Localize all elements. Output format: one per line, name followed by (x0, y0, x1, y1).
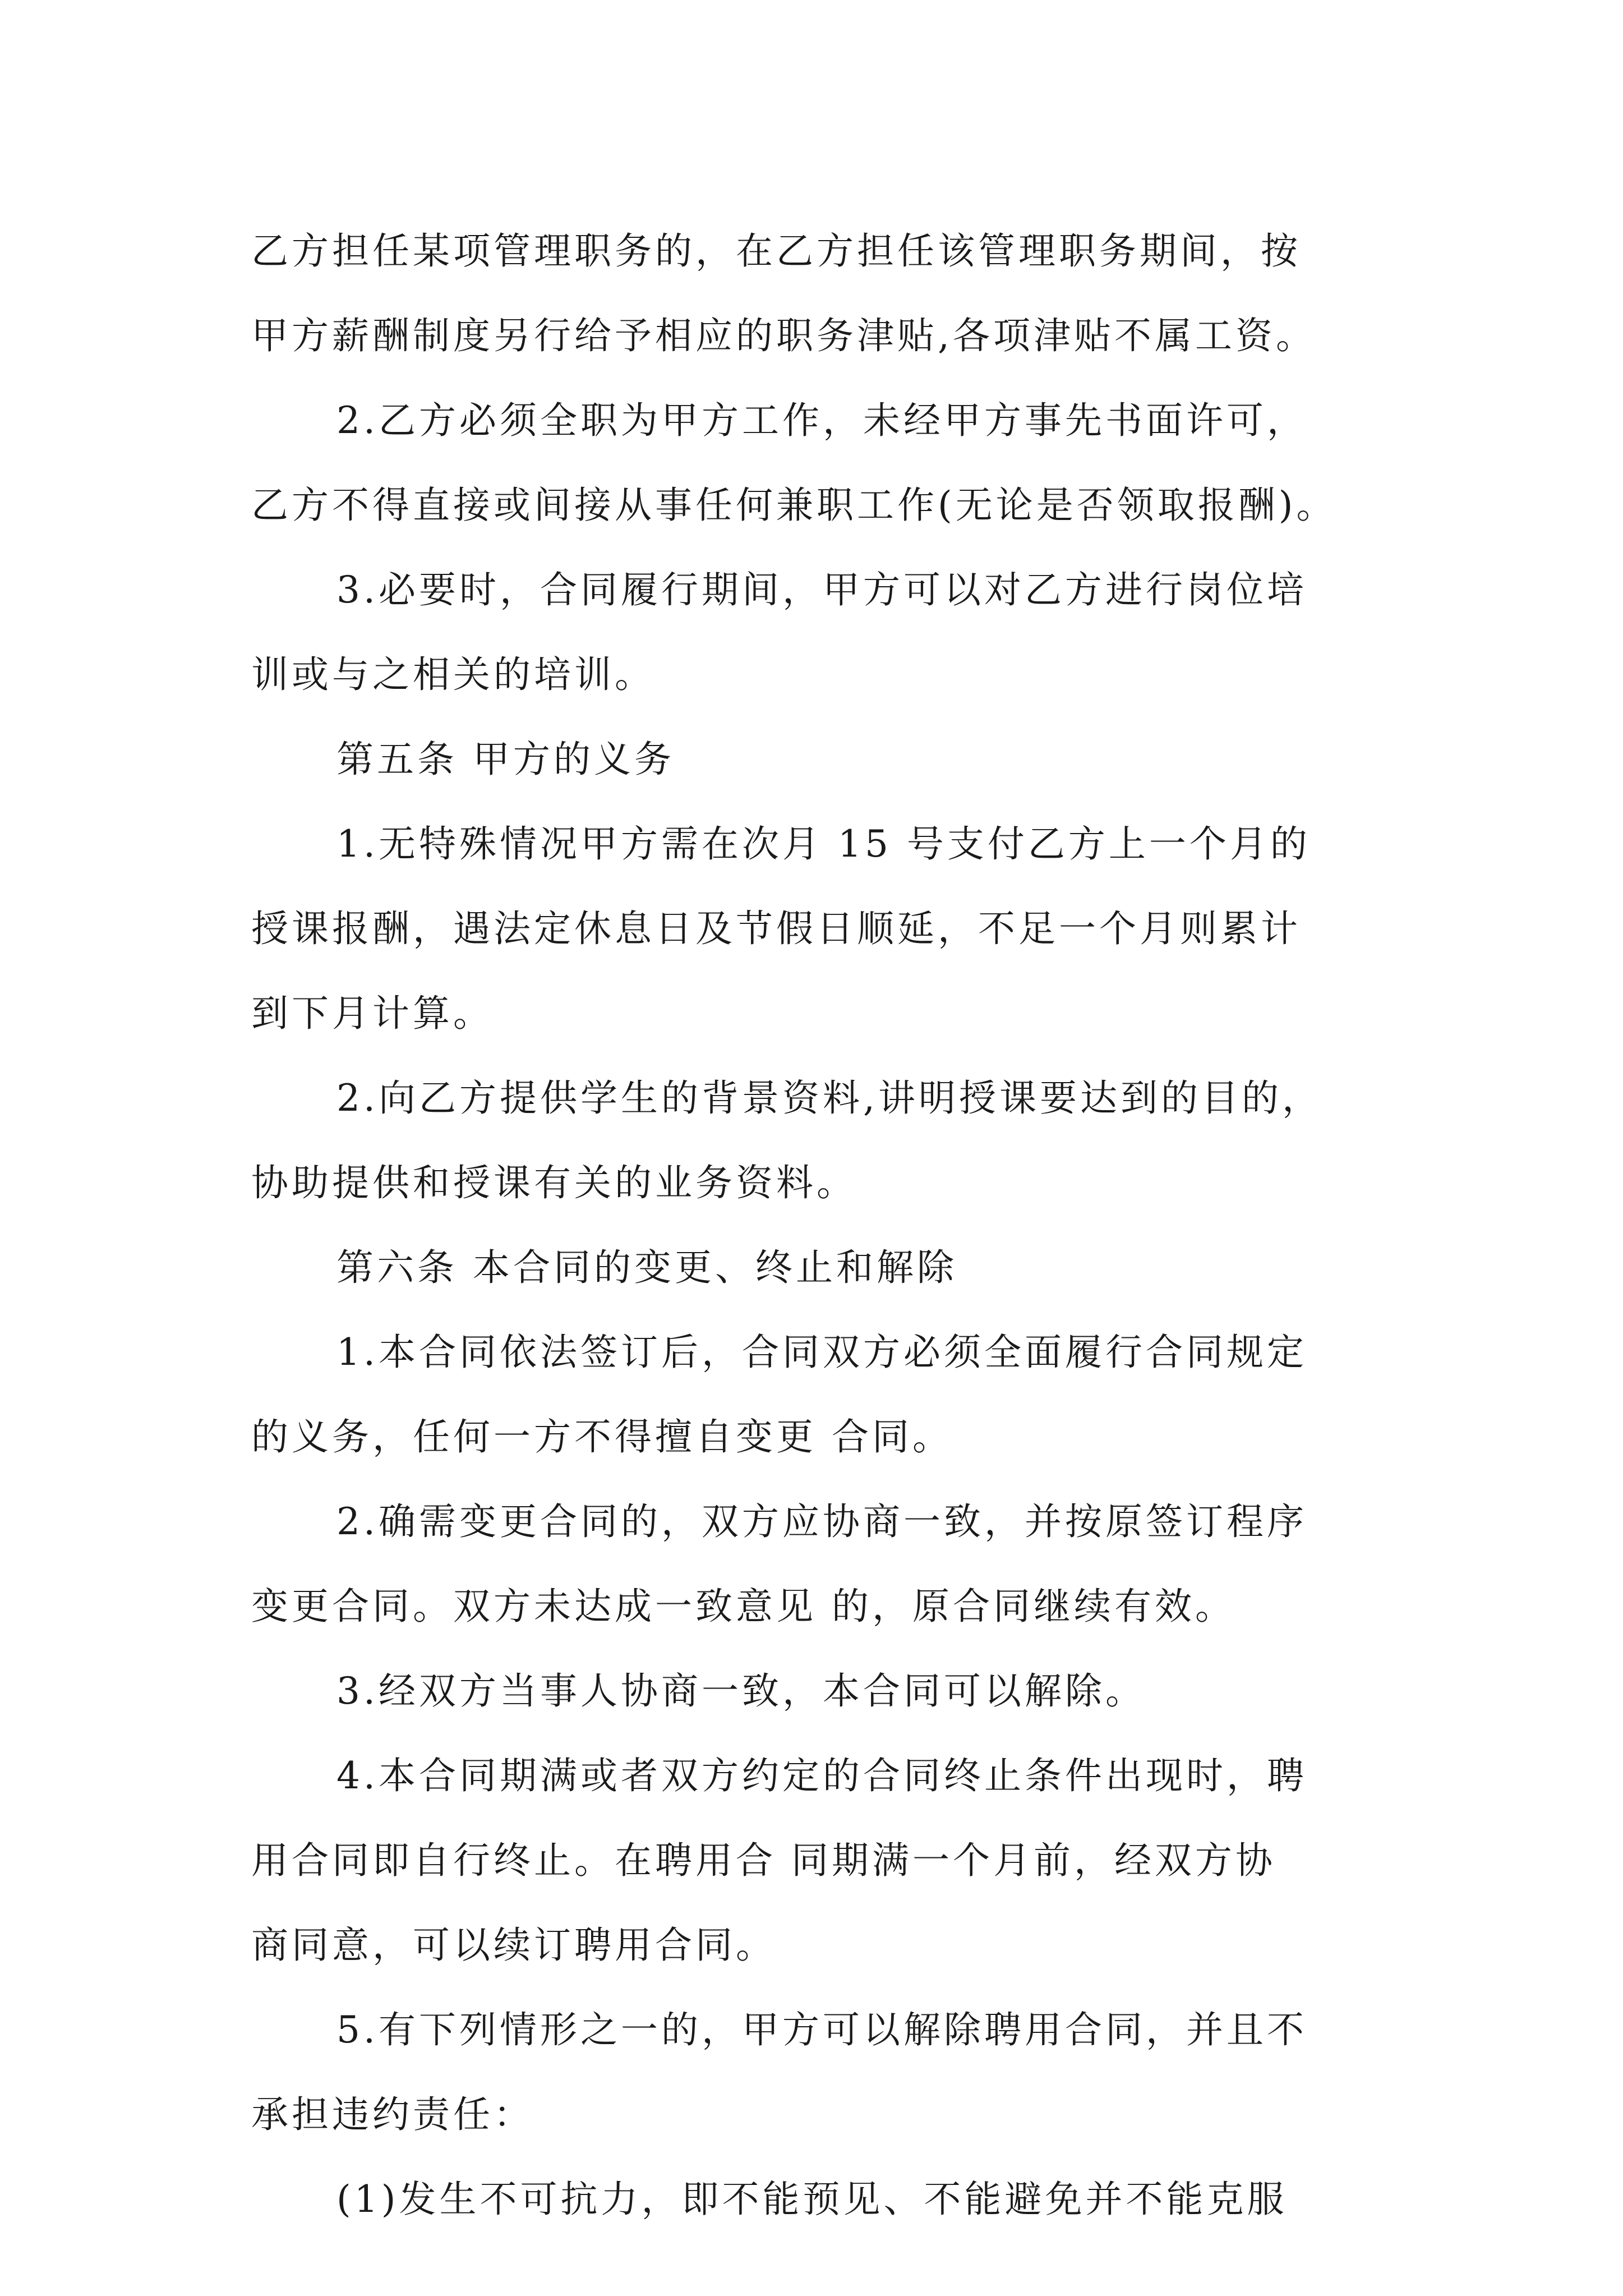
text-line: 5.有下列情形之一的，甲方可以解除聘用合同，并且不 (336, 2008, 1307, 2051)
text-line: 乙方不得直接或间接从事任何兼职工作(无论是否领取报酬)。 (251, 484, 1337, 527)
text-line: 承担违约责任： (251, 2093, 534, 2136)
text-line: 2.向乙方提供学生的背景资料,讲明授课要达到的目的， (336, 1076, 1322, 1120)
text-line: 到下月计算。 (251, 992, 494, 1035)
text-line: 1.本合同依法签订后，合同双方必须全面履行合同规定 (336, 1331, 1307, 1374)
text-line: 商同意，可以续订聘用合同。 (251, 1924, 776, 1967)
text-line: 授课报酬，遇法定休息日及节假日顺延，不足一个月则累计 (251, 907, 1301, 950)
text-line: 2.确需变更合同的，双方应协商一致，并按原签订程序 (336, 1500, 1307, 1543)
section-heading: 第五条 甲方的义务 (336, 738, 675, 781)
text-line: 协助提供和授课有关的业务资料。 (251, 1161, 857, 1204)
text-line: 1.无特殊情况甲方需在次月 15 号支付乙方上一个月的 (336, 822, 1311, 866)
text-line: 3.经双方当事人协商一致，本合同可以解除。 (336, 1669, 1146, 1713)
text-line: 2.乙方必须全职为甲方工作，未经甲方事先书面许可， (336, 399, 1307, 442)
section-heading: 第六条 本合同的变更、终止和解除 (336, 1246, 957, 1289)
text-line: 用合同即自行终止。在聘用合 同期满一个月前，经双方协 (251, 1839, 1276, 1882)
text-line: 4.本合同期满或者双方约定的合同终止条件出现时，聘 (336, 1754, 1307, 1797)
text-line: 的义务，任何一方不得擅自变更 合同。 (251, 1415, 953, 1458)
text-line: 训或与之相关的培训。 (251, 653, 655, 696)
document-body (251, 209, 1395, 2242)
text-line: 乙方担任某项管理职务的，在乙方担任该管理职务期间，按 (251, 229, 1301, 273)
text-line: 3.必要时，合同履行期间，甲方可以对乙方进行岗位培 (336, 568, 1307, 611)
text-line: (1)发生不可抗力，即不能预见、不能避免并不能克服 (336, 2178, 1288, 2221)
text-line: 甲方薪酬制度另行给予相应的职务津贴,各项津贴不属工资。 (251, 314, 1316, 357)
text-line: 变更合同。双方未达成一致意见 的，原合同继续有效。 (251, 1585, 1235, 1628)
